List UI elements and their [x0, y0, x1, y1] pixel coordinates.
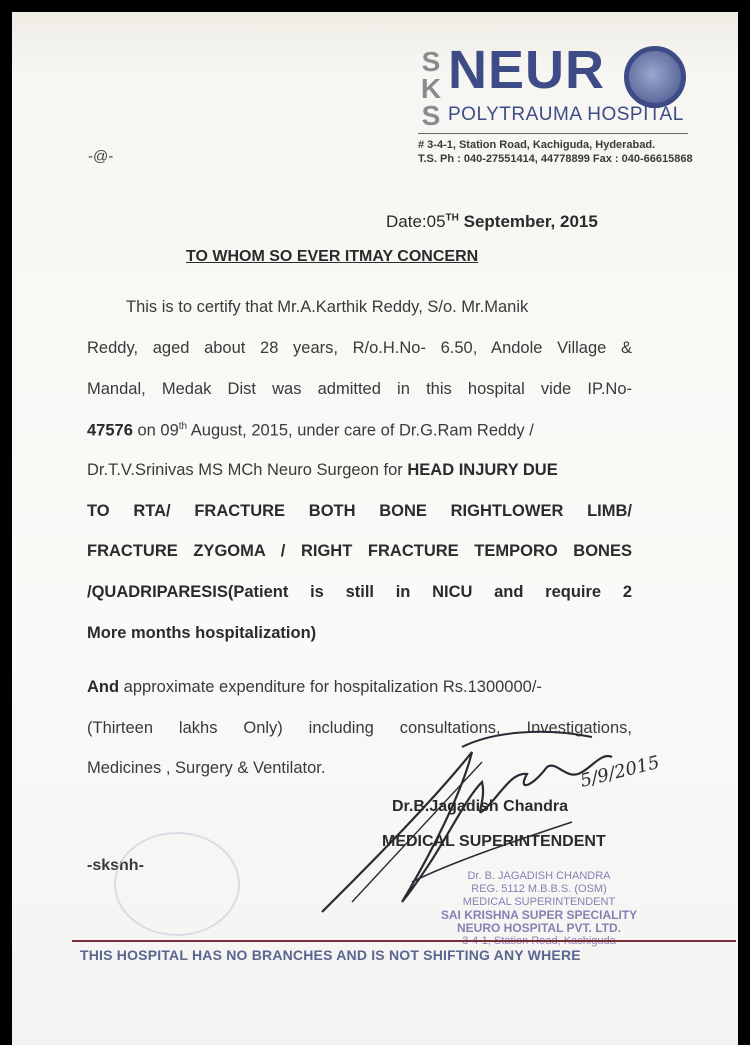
- stamp-line: REG. 5112 M.B.B.S. (OSM): [471, 883, 607, 895]
- footer-notice: THIS HOSPITAL HAS NO BRANCHES AND IS NOT SHIFTING ANY WHERE: [80, 947, 581, 963]
- document-page: [12, 12, 738, 1045]
- signatory-name: Dr.B.Jagadish Chandra: [392, 798, 569, 815]
- diagnosis-text: /QUADRIPARESIS(Patient is still in NICU and require 2: [87, 583, 632, 601]
- body-bold: And: [87, 678, 120, 696]
- body-line: (Thirteen lakhs Only) including consultations, Investigations,: [87, 719, 632, 737]
- expenditure-text: approximate expenditure for hospitalization Rs.1300000/-: [119, 678, 542, 696]
- body-line: Medicines , Surgery & Ventilator.: [87, 759, 326, 777]
- letterhead-divider: [418, 133, 688, 134]
- hospital-subtitle: POLYTRAUMA HOSPITAL: [448, 104, 684, 125]
- stamp-line: SAI KRISHNA SUPER SPECIALITY: [440, 908, 638, 922]
- body-line: This is to certify that Mr.A.Karthik Reddy, S/o. Mr.Manik: [126, 298, 529, 316]
- body-line: [87, 678, 542, 697]
- reference-mark: -@-: [88, 148, 114, 165]
- stamp-line: NEURO HOSPITAL PVT. LTD.: [456, 921, 621, 935]
- date-sup: TH: [445, 212, 459, 224]
- footer-divider: [72, 940, 736, 942]
- diagnosis-text: HEAD INJURY DUE: [407, 461, 558, 479]
- hospital-phone: T.S. Ph : 040-27551414, 44778899 Fax : 040-66615868: [418, 153, 693, 165]
- date-prefix: Date:05: [386, 212, 446, 231]
- body-line: [87, 542, 632, 561]
- body-line: Reddy, aged about 28 years, R/o.H.No- 6.50, Andole Village &: [87, 339, 632, 357]
- body-text: on 09: [132, 421, 179, 440]
- body-sup: th: [178, 421, 188, 432]
- body-line: Mandal, Medak Dist was admitted in this hospital vide IP.No-: [87, 380, 632, 398]
- signature-date: 5/9/2015: [578, 751, 662, 792]
- sks-letter: S: [421, 46, 441, 77]
- sks-letter: S: [421, 100, 441, 131]
- ip-number: 47576: [87, 421, 133, 440]
- diagnosis-text: TO RTA/ FRACTURE BOTH BONE RIGHTLOWER LIMB/: [87, 502, 632, 520]
- hospital-seal-icon: [114, 832, 240, 936]
- body-line: [87, 421, 534, 441]
- body-line: [87, 461, 558, 480]
- diagnosis-text: More months hospitalization): [87, 624, 317, 642]
- sksnh-mark: -sksnh-: [87, 857, 144, 874]
- brain-logo-icon: [624, 46, 686, 108]
- letter-heading: TO WHOM SO EVER ITMAY CONCERN: [186, 248, 479, 265]
- letter-date: [386, 212, 598, 232]
- official-stamp: [424, 870, 654, 948]
- body-text: August, 2015, under care of Dr.G.Ram Reddy /: [187, 421, 534, 440]
- date-rest: September, 2015: [458, 212, 598, 231]
- hospital-name: NEUR: [448, 40, 606, 100]
- body-line: [87, 624, 316, 643]
- stamp-line: Dr. B. JAGADISH CHANDRA: [467, 870, 611, 882]
- body-line: [87, 583, 632, 602]
- letterhead-sks: [418, 48, 444, 129]
- sks-letter: K: [420, 73, 442, 104]
- body-line: [87, 502, 632, 521]
- stamp-line: MEDICAL SUPERINTENDENT: [462, 896, 616, 908]
- signatory-title: MEDICAL SUPERINTENDENT: [382, 833, 606, 850]
- body-text: Dr.T.V.Srinivas MS MCh Neuro Surgeon for: [87, 461, 408, 479]
- diagnosis-text: FRACTURE ZYGOMA / RIGHT FRACTURE TEMPORO BONES: [87, 542, 632, 560]
- hospital-address: # 3-4-1, Station Road, Kachiguda, Hyderabad.: [418, 139, 656, 151]
